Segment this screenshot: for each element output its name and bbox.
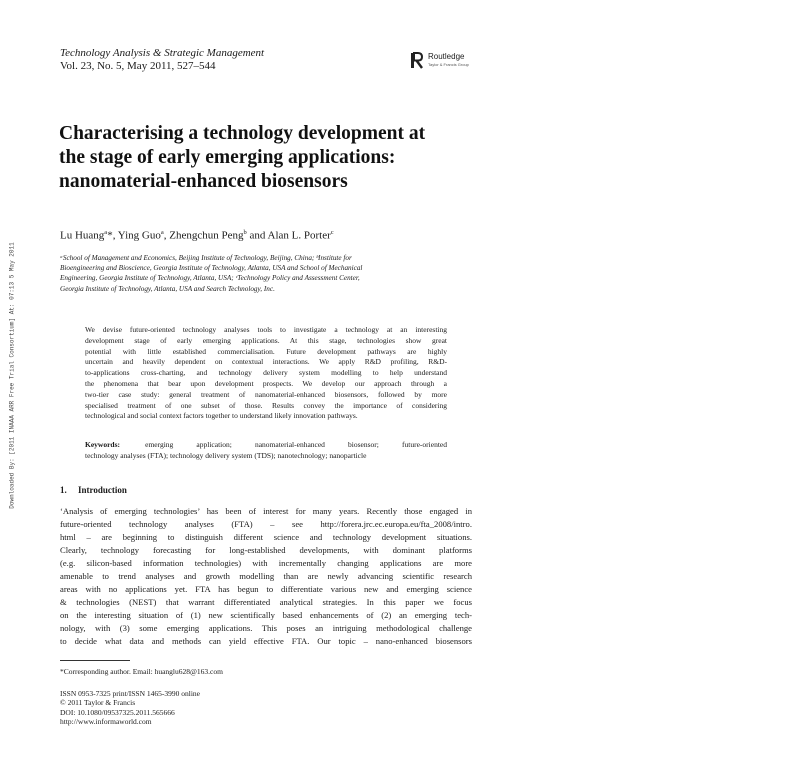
- abstract-line: two-tier case study: general treatment of nanomaterial-enhanced biosensors, followed by more: [85, 389, 447, 399]
- body-line: future-oriented technology analyses (FTA) – see http://forera.jrc.ec.europa.eu/fta_2008/intro.: [60, 519, 472, 529]
- author-separator: and: [246, 229, 268, 242]
- copyright-line: © 2011 Taylor & Francis: [60, 698, 136, 708]
- publication-info: [60, 689, 200, 727]
- abstract-line: the phenomena that bear upon development prospects. We develop our approach through a: [85, 378, 447, 388]
- abstract-line: uncertain and heavily dependent on contextual interactions. We apply R&D profiling, R&D-: [85, 357, 447, 367]
- download-stamp: Downloaded By: [2011 INAAA ARR Free Trial Consortium] At: 07:13 5 May 2011: [8, 242, 16, 509]
- abstract-line: development stage of early emerging applications. At this stage, technologies show great: [85, 335, 447, 345]
- body-line: to decide what data and methods can yield effective FTA. Our topic – nano-enhanced biosensors: [60, 636, 472, 646]
- body-line: Clearly, technology forecasting for long-established developments, with dominant platforms: [60, 545, 472, 555]
- author-affil-mark: c: [330, 229, 334, 236]
- abstract: [85, 325, 447, 422]
- body-line: nology, with (3) some emerging applications. This poses an intriguing methodological challenge: [60, 623, 472, 633]
- author-list: [60, 229, 334, 242]
- author-name: Lu Huang: [60, 229, 105, 242]
- keywords-text: emerging application; nanomaterial-enhanced biosensor; future-oriented: [145, 440, 447, 449]
- publisher-name: Routledge: [428, 51, 465, 61]
- body-line: (e.g. silicon-based information technologies) with incrementally changing applications are more: [60, 558, 472, 568]
- body-line: amenable to trend analyses and growth modelling than are newly advancing scientific research: [60, 571, 472, 581]
- journal-citation: Vol. 23, No. 5, May 2011, 527–544: [60, 60, 216, 72]
- author-separator: ,: [112, 229, 118, 242]
- author-affil-mark: a: [104, 229, 108, 236]
- title-line: the stage of early emerging applications:: [59, 147, 396, 168]
- introduction-text: [60, 505, 472, 648]
- abstract-line: specialised treatment of one subset of those. Results convey the importance of considering: [85, 400, 447, 410]
- author-separator: ,: [163, 229, 170, 242]
- keywords-line: [85, 440, 447, 451]
- affiliation-line: Engineering, Georgia Institute of Technology, Atlanta, USA; ᶜTechnology Policy and Assessment Center,: [60, 274, 360, 283]
- body-line: areas with no applications yet. FTA has begun to differentiate various new and emerging science: [60, 584, 472, 594]
- footnote-rule: [60, 660, 130, 661]
- journal-header: [60, 47, 264, 73]
- keywords-label: Keywords:: [85, 440, 120, 449]
- body-line: & technologies (NEST) that warrant differentiated analytical strategies. In this paper we focus: [60, 597, 472, 607]
- body-line: on the interesting situation of (1) new scientifically based enhancements of (2) an emerging tech-: [60, 610, 472, 620]
- abstract-line: We devise future-oriented technology analyses tools to investigate a technology at an interesting: [85, 325, 447, 334]
- corresponding-author-footnote: *Corresponding author. Email: huanglu628@163.com: [60, 667, 223, 676]
- section-heading: [60, 485, 127, 495]
- abstract-line: technological and social context factors together to understand likely innovation pathways.: [85, 411, 358, 421]
- publisher-logo: [410, 52, 469, 69]
- issn-line: ISSN 0953-7325 print/ISSN 1465-3990 online: [60, 689, 201, 698]
- corresponding-mark: *: [107, 229, 113, 242]
- body-line: html – are beginning to distinguish different science and technology development situations.: [60, 532, 472, 542]
- abstract-line: potential with little established commercialisation. Future development pathways are highly: [85, 346, 447, 356]
- affiliations: [60, 253, 440, 294]
- keywords: [85, 440, 447, 462]
- author-affil-mark: a: [160, 229, 164, 236]
- affiliation-line: Georgia Institute of Technology, Atlanta, USA and Search Technology, Inc.: [60, 284, 275, 293]
- title-line: Characterising a technology development at: [59, 123, 426, 144]
- doi-line: DOI: 10.1080/09537325.2011.565666: [60, 707, 175, 717]
- abstract-line: to-applications cross-charting, and technology delivery system modelling to help understand: [85, 368, 447, 378]
- author-name: Ying Guo: [117, 229, 161, 242]
- publisher-group: Taylor & Francis Group: [428, 61, 469, 67]
- journal-name: Technology Analysis & Strategic Management: [60, 47, 265, 59]
- section-number: 1.: [60, 485, 67, 495]
- author-affil-mark: b: [243, 229, 247, 236]
- paper-title: [59, 122, 499, 194]
- affiliation-line: Bioengineering and Bioscience, Georgia Institute of Technology, Atlanta, USA and School of Mechanical: [60, 264, 363, 273]
- url-line: http://www.informaworld.com: [60, 717, 152, 727]
- title-line: nanomaterial-enhanced biosensors: [59, 171, 348, 192]
- author-name: Zhengchun Peng: [169, 229, 244, 242]
- author-name: Alan L. Porter: [267, 229, 331, 242]
- routledge-logo-icon: [410, 52, 424, 69]
- body-line: ‘Analysis of emerging technologies’ has been of interest for many years. Recently those engaged in: [60, 506, 472, 516]
- affiliation-line: ᵃSchool of Management and Economics, Beijing Institute of Technology, Beijing, China; ᵇInstitute for: [60, 254, 352, 262]
- keywords-line: technology analyses (FTA); technology delivery system (TDS); nanotechnology; nanoparticle: [85, 450, 367, 460]
- section-title: Introduction: [78, 485, 127, 495]
